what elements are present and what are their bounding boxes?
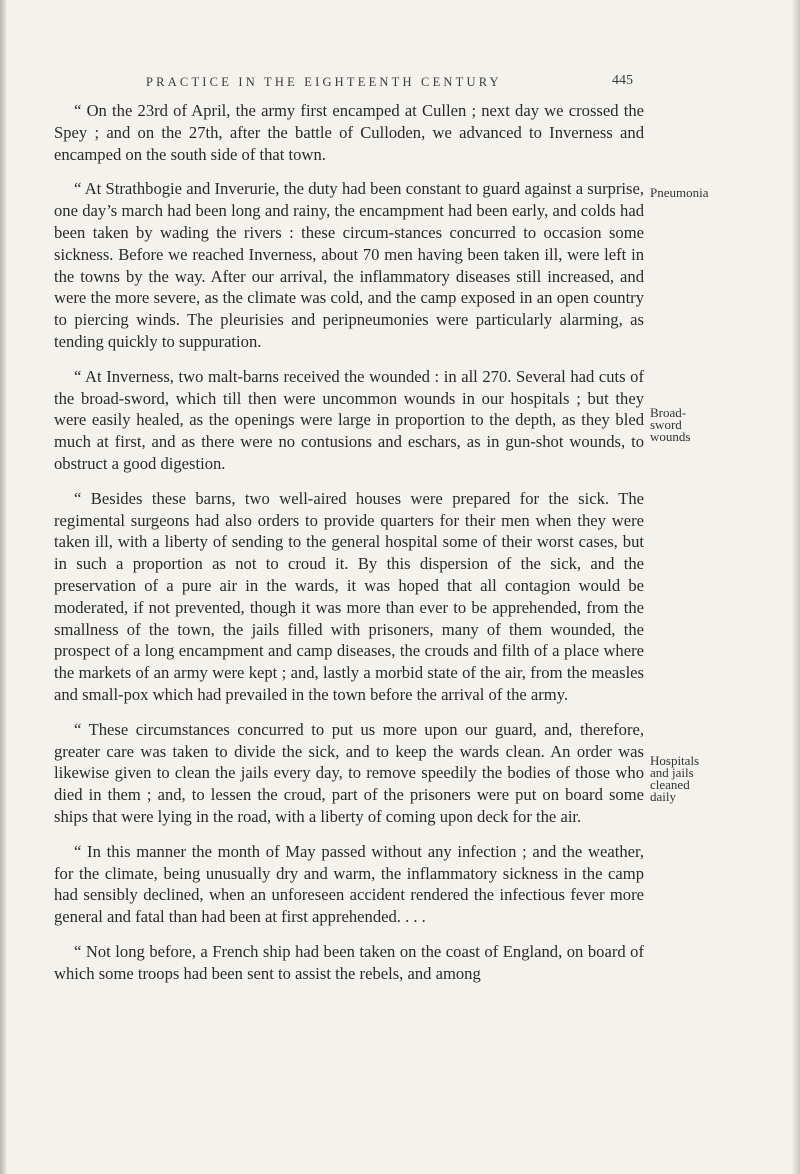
paragraph-strathbogie: “ At Strathbogie and Inverurie, the duty had been constant to guard against a surprise, one day’s march had been long and rainy, the encampment had been early, and colds had been taken by wading the rivers : these circum-stances concurred to occasion some sickness. Before we reached Inverness, about 70 men having been taken ill, were left in the towns by the way. After our arrival, the inflammatory diseases still increased, and were the more severe, as the climate was cold, and the camp exposed in an open country to piercing winds. The pleurisies and peripneumonies were particularly alarming, as tending quickly to suppuration. <box>54 179 644 351</box>
body-text <box>54 100 644 997</box>
margin-note-line: sword <box>650 417 682 432</box>
page-left-edge <box>0 0 6 1174</box>
margin-note-line: and jails <box>650 765 694 780</box>
margin-note-line: daily <box>650 789 676 804</box>
paragraph-well-aired-houses: “ Besides these barns, two well-aired houses were prepared for the sick. The regimental surgeons had also orders to provide quarters for their men when they were taken ill, with a liberty of sending to the general hospital some of their worst cases, but in such a proportion as not to croud it. By this dispersion of the sick, and the preservation of a pure air in the wards, it was hoped that all contagion would be moderated, if not prevented, though it was more than ever to be apprehended, from the smallness of the town, the jails filled with prisoners, many of them wounded, the prospect of a long encampment and camp diseases, the crouds and filth of a place where the markets of an army were kept ; and, lastly a morbid state of the air, from the measles and small-pox which had prevailed in the town before the arrival of the army. <box>54 488 644 704</box>
paragraph-month-of-may: “ In this manner the month of May passed without any infection ; and the weather, for the climate, being unusually dry and warm, the inflammatory sickness in the camp had sensibly declined, when an unforeseen accident rendered the infectious fever more general and fatal than had been at first apprehended. . . . <box>54 841 644 927</box>
page-right-edge <box>792 0 800 1174</box>
margin-note-pneumonia <box>650 187 709 199</box>
margin-note-line: Broad- <box>650 405 687 420</box>
margin-note-line: Pneumonia <box>650 185 709 200</box>
paragraph-circumstances: “ These circumstances concurred to put us more upon our guard, and, therefore, greater care was taken to divide the sick, and to keep the wards clean. An order was likewise given to clean the jails every day, to remove speedily the bodies of those who died in them ; and, to lessen the croud, part of the prisoners were put on board some ships that were lying in the road, with a liberty of coming upon deck for the air. <box>54 719 644 826</box>
paragraph-french-ship: “ Not long before, a French ship had been taken on the coast of England, on board of which some troops had been sent to assist the rebels, and among <box>54 941 644 983</box>
page-number: 445 <box>612 73 633 88</box>
margin-note-broadsword <box>650 407 690 443</box>
margin-note-line: cleaned <box>650 777 690 792</box>
paragraph-malt-barns: “ At Inverness, two malt-barns received the wounded : in all 270. Several had cuts of the broad-sword, which till then were uncommon wounds in our hospitals ; but they were easily healed, as the openings were large in proportion to the depth, as they bled much at first, and as there were no contusions and eschars, as in gun-shot wounds, to obstruct a good digestion. <box>54 366 644 473</box>
margin-note-hospitals <box>650 755 699 803</box>
running-title: PRACTICE IN THE EIGHTEENTH CENTURY <box>146 75 502 89</box>
margin-note-line: wounds <box>650 429 691 444</box>
paragraph-cullen: “ On the 23rd of April, the army first encamped at Cullen ; next day we crossed the Spey ; and on the 27th, after the battle of Culloden, we advanced to Inverness and encamped on the south side of that town. <box>54 101 644 164</box>
margin-note-line: Hospitals <box>650 753 700 768</box>
